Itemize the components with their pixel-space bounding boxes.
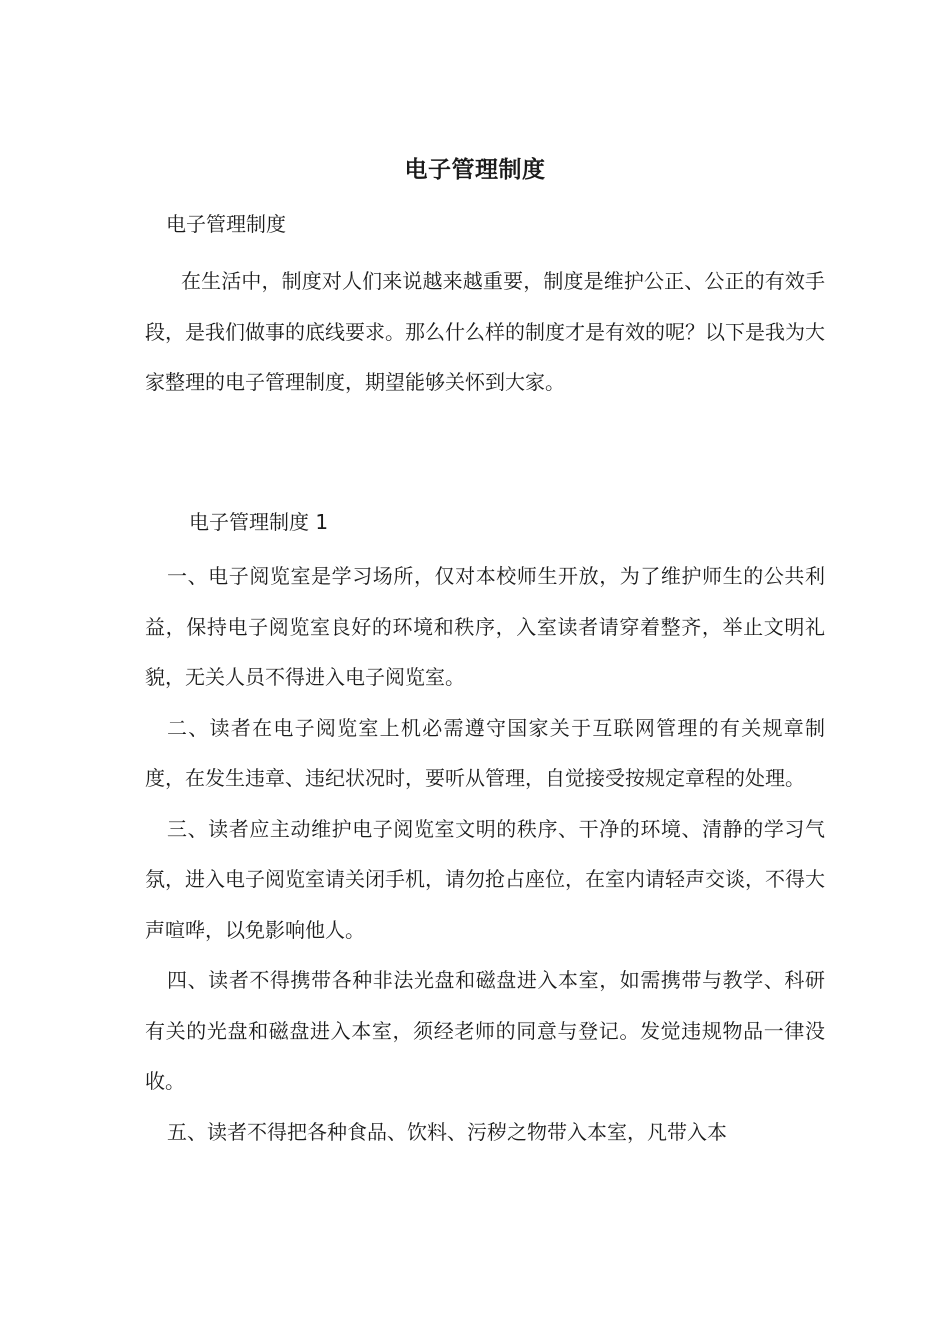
document-title: 电子管理制度 — [404, 157, 546, 183]
section-heading: 电子管理制度 1 — [189, 510, 329, 534]
rule-paragraph: 五、读者不得把各种食品、饮料、污秽之物带入本室，凡带入本 — [167, 1119, 727, 1144]
rule-paragraph: 四、读者不得携带各种非法光盘和磁盘进入本室，如需携带与教学、科研有关的光盘和磁盘进入本室，须经老师的同意与登记。发觉违规物品一律没收。 — [145, 968, 825, 1093]
rules-list — [145, 551, 825, 1157]
rule-paragraph: 二、读者在电子阅览室上机必需遵守国家关于互联网管理的有关规章制度，在发生违章、违纪状况时，要听从管理，自觉接受按规定章程的处理。 — [145, 715, 825, 790]
rule-paragraph: 一、电子阅览室是学习场所，仅对本校师生开放，为了维护师生的公共利益，保持电子阅览室良好的环境和秩序，入室读者请穿着整齐，举止文明礼貌，无关人员不得进入电子阅览室。 — [145, 564, 825, 689]
intro-paragraph: 在生活中，制度对人们来说越来越重要，制度是维护公正、公正的有效手段，是我们做事的底线要求。那么什么样的制度才是有效的呢？以下是我为大家整理的电子管理制度，期望能够关怀到大家。 — [145, 269, 825, 394]
rule-paragraph: 三、读者应主动维护电子阅览室文明的秩序、干净的环境、清静的学习气氛，进入电子阅览室请关闭手机，请勿抢占座位，在室内请轻声交谈，不得大声喧哗，以免影响他人。 — [145, 816, 825, 942]
document-subtitle: 电子管理制度 — [166, 212, 286, 236]
